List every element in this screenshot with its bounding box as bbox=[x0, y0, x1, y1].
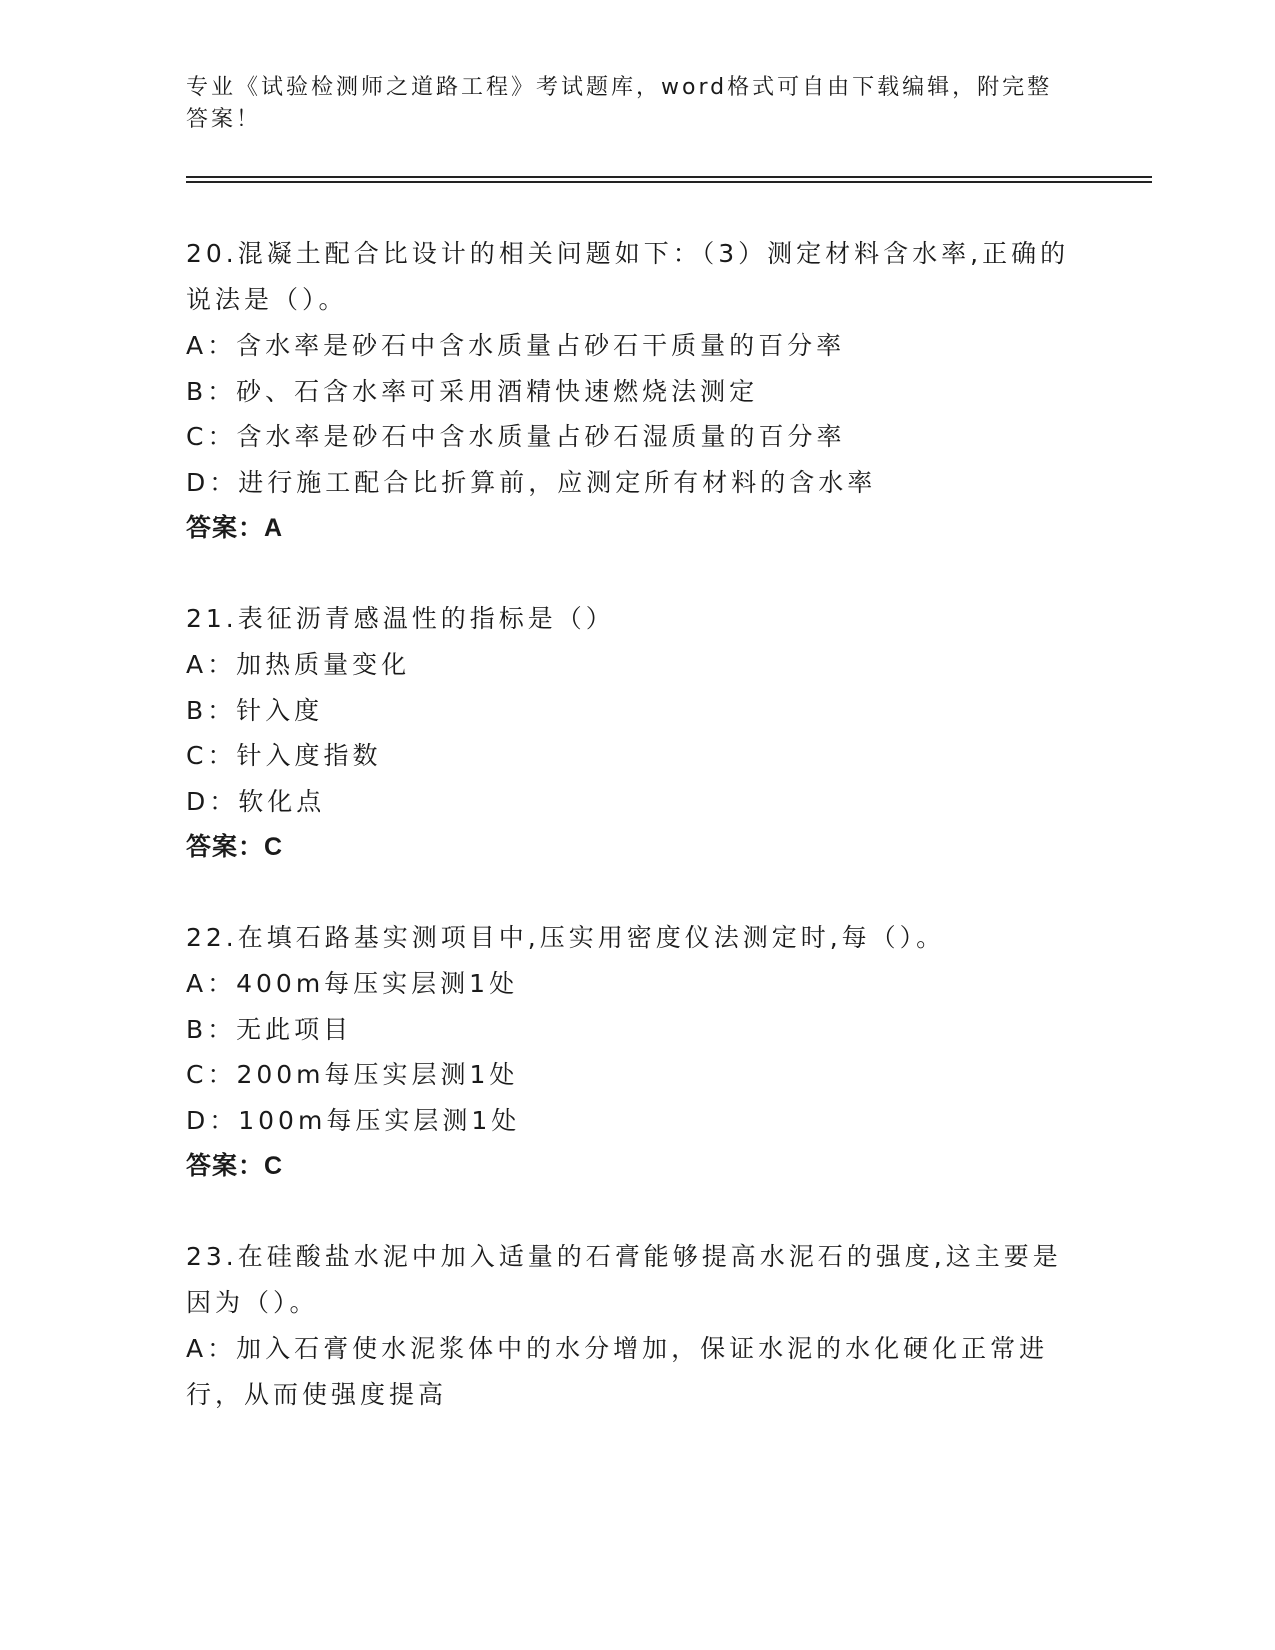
option-a: A：400m每压实层测1处 bbox=[186, 969, 519, 998]
option-list bbox=[186, 961, 1086, 1143]
question-21 bbox=[186, 596, 1086, 870]
question-stem: 22.在填石路基实测项目中,压实用密度仪法测定时,每（）。 bbox=[186, 923, 946, 952]
answer-label: 答案： bbox=[186, 832, 265, 861]
answer-line bbox=[186, 505, 1086, 551]
answer-value: C bbox=[264, 833, 284, 861]
option-list bbox=[186, 323, 1086, 505]
question-20 bbox=[186, 231, 1086, 551]
question-stem: 23.在硅酸盐水泥中加入适量的石膏能够提高水泥石的强度,这主要是因为（）。 bbox=[186, 1242, 1062, 1317]
option-list bbox=[186, 642, 1086, 824]
header-divider-top bbox=[186, 176, 1152, 178]
option-b: B：无此项目 bbox=[186, 1014, 353, 1044]
option-list bbox=[186, 1326, 1086, 1417]
question-stem: 21.表征沥青感温性的指标是（） bbox=[186, 604, 615, 633]
answer-value: A bbox=[264, 514, 284, 542]
option-b: B：针入度 bbox=[186, 695, 324, 725]
answer-label: 答案： bbox=[186, 513, 265, 542]
option-d: D：进行施工配合比折算前，应测定所有材料的含水率 bbox=[186, 467, 877, 497]
question-23 bbox=[186, 1234, 1086, 1417]
option-a: A：加入石膏使水泥浆体中的水分增加，保证水泥的水化硬化正常进行，从而使强度提高 bbox=[186, 1334, 1049, 1409]
answer-value: C bbox=[264, 1152, 284, 1180]
answer-line bbox=[186, 1143, 1086, 1189]
option-b: B：砂、石含水率可采用酒精快速燃烧法测定 bbox=[186, 376, 759, 406]
option-d: D：100m每压实层测1处 bbox=[186, 1105, 521, 1135]
question-stem: 20.混凝土配合比设计的相关问题如下：（3）测定材料含水率,正确的说法是（）。 bbox=[186, 239, 1070, 314]
question-22 bbox=[186, 915, 1086, 1189]
header-divider-bottom bbox=[186, 181, 1152, 183]
option-c: C：200m每压实层测1处 bbox=[186, 1060, 519, 1089]
option-d: D：软化点 bbox=[186, 786, 326, 816]
option-a: A：加热质量变化 bbox=[186, 650, 411, 679]
option-c: C：含水率是砂石中含水质量占砂石湿质量的百分率 bbox=[186, 422, 846, 451]
option-c: C：针入度指数 bbox=[186, 741, 382, 770]
option-a: A：含水率是砂石中含水质量占砂石干质量的百分率 bbox=[186, 331, 846, 360]
document-header: 专业《试验检测师之道路工程》考试题库，word格式可自由下载编辑，附完整答案！ bbox=[186, 75, 1053, 132]
answer-label: 答案： bbox=[186, 1151, 265, 1180]
answer-line bbox=[186, 824, 1086, 870]
